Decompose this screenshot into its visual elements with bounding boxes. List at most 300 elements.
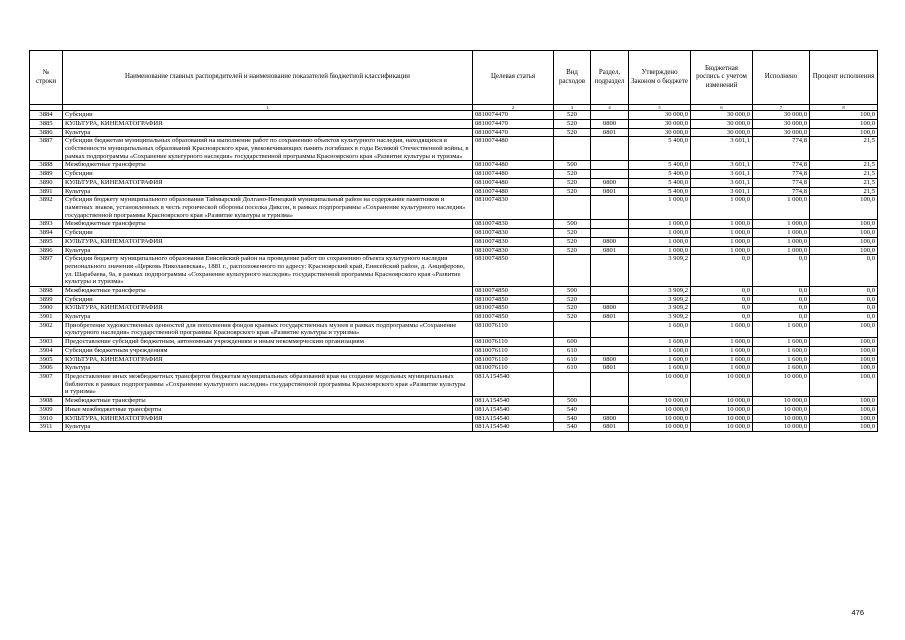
row-percent: 21,5 <box>810 169 878 178</box>
header-approved: Утверждено Законом о бюджете <box>629 51 691 105</box>
row-target-code: 081A154540 <box>473 405 554 414</box>
row-name: Культура <box>63 187 473 196</box>
row-target-code: 0810074480 <box>473 169 554 178</box>
row-budget-list: 1 600,0 <box>691 346 753 355</box>
row-executed: 30 000,0 <box>753 111 810 120</box>
row-target-code: 0810074850 <box>473 313 554 322</box>
row-number: 3884 <box>30 111 63 120</box>
row-target-code: 0810076110 <box>473 346 554 355</box>
row-target-code: 0810074470 <box>473 111 554 120</box>
row-section <box>591 286 629 295</box>
row-approved: 1 000,0 <box>629 246 691 255</box>
row-approved: 3 909,2 <box>629 304 691 313</box>
row-name: Субсидии <box>63 169 473 178</box>
row-percent: 100,0 <box>810 119 878 128</box>
row-section: 0800 <box>591 237 629 246</box>
table-row <box>30 286 878 295</box>
row-executed: 774,8 <box>753 178 810 187</box>
row-expense-type: 610 <box>554 355 591 364</box>
row-approved: 3 909,2 <box>629 255 691 286</box>
row-section <box>591 220 629 229</box>
row-target-code: 0810074470 <box>473 128 554 137</box>
table-row <box>30 405 878 414</box>
row-number: 3903 <box>30 338 63 347</box>
table-row <box>30 161 878 170</box>
budget-table <box>29 50 878 432</box>
row-percent: 0,0 <box>810 286 878 295</box>
row-section <box>591 295 629 304</box>
row-target-code: 0810074480 <box>473 187 554 196</box>
row-target-code: 0810074850 <box>473 295 554 304</box>
row-expense-type: 520 <box>554 111 591 120</box>
row-percent: 100,0 <box>810 373 878 397</box>
row-executed: 30 000,0 <box>753 128 810 137</box>
row-name: Субсидия бюджету муниципального образования Енисейский район на проведение работ по сохранению объекта культурного наследия регионального значения «Церковь Николаевская», 1881 г., расположенного по адресу: Красноярский край, Енисейский район, д. Анциферово, ул. Шарабаева, 9а, в рамках подпрограммы «Сохранение культурного наследия» государственной программы Красноярского края «Развитие культуры и туризма» <box>63 255 473 286</box>
row-section <box>591 196 629 220</box>
header-rospis: Бюджетная роспись с учетом изменений <box>691 51 753 105</box>
row-budget-list: 1 600,0 <box>691 321 753 337</box>
row-approved: 30 000,0 <box>629 119 691 128</box>
row-budget-list: 1 000,0 <box>691 196 753 220</box>
row-approved: 3 909,2 <box>629 313 691 322</box>
row-budget-list: 1 600,0 <box>691 364 753 373</box>
row-section: 0801 <box>591 313 629 322</box>
row-section: 0800 <box>591 119 629 128</box>
row-name: Предоставление иных межбюджетных трансфертов бюджетам муниципальных образований края на создание модельных муниципальных библиотек в рамках подпрограммы «Сохранение культурного наследия» государственной программы Красноярского края «Развитие культуры и туризма» <box>63 373 473 397</box>
table-row <box>30 111 878 120</box>
table-row <box>30 178 878 187</box>
row-expense-type: 520 <box>554 246 591 255</box>
row-name: Приобретение художественных ценностей для пополнения фондов краевых государственных музеев в рамках подпрограммы «Сохранение культурного наследия» государственной программы Красноярского края «Развитие культуры и туризма» <box>63 321 473 337</box>
table-row <box>30 128 878 137</box>
row-executed: 1 000,0 <box>753 196 810 220</box>
colnum-8: 8 <box>810 105 878 111</box>
row-expense-type: 500 <box>554 286 591 295</box>
row-approved: 1 600,0 <box>629 321 691 337</box>
row-target-code: 0810076110 <box>473 338 554 347</box>
row-expense-type: 600 <box>554 338 591 347</box>
row-budget-list: 1 000,0 <box>691 220 753 229</box>
row-number: 3902 <box>30 321 63 337</box>
row-number: 3886 <box>30 128 63 137</box>
row-name: Культура <box>63 246 473 255</box>
row-executed: 1 600,0 <box>753 338 810 347</box>
row-expense-type: 500 <box>554 397 591 406</box>
row-executed: 774,8 <box>753 187 810 196</box>
row-section <box>591 373 629 397</box>
row-executed: 1 000,0 <box>753 220 810 229</box>
row-percent: 100,0 <box>810 321 878 337</box>
row-number: 3900 <box>30 304 63 313</box>
row-percent: 0,0 <box>810 295 878 304</box>
row-name: КУЛЬТУРА, КИНЕМАТОГРАФИЯ <box>63 414 473 423</box>
header-vid: Вид расходов <box>554 51 591 105</box>
row-name: Межбюджетные трансферты <box>63 286 473 295</box>
row-number: 3899 <box>30 295 63 304</box>
row-expense-type: 500 <box>554 220 591 229</box>
row-budget-list: 0,0 <box>691 313 753 322</box>
row-percent: 100,0 <box>810 346 878 355</box>
row-expense-type <box>554 255 591 286</box>
row-executed: 10 000,0 <box>753 414 810 423</box>
row-expense-type: 520 <box>554 187 591 196</box>
row-section <box>591 137 629 161</box>
colnum-6: 6 <box>691 105 753 111</box>
table-row <box>30 220 878 229</box>
row-expense-type: 540 <box>554 414 591 423</box>
row-section: 0801 <box>591 423 629 432</box>
row-section: 0801 <box>591 246 629 255</box>
row-target-code: 0810074470 <box>473 119 554 128</box>
table-row <box>30 321 878 337</box>
row-section <box>591 397 629 406</box>
table-row <box>30 313 878 322</box>
row-expense-type <box>554 373 591 397</box>
row-budget-list: 3 601,1 <box>691 137 753 161</box>
row-budget-list: 10 000,0 <box>691 423 753 432</box>
table-row <box>30 187 878 196</box>
row-percent: 100,0 <box>810 414 878 423</box>
row-approved: 1 600,0 <box>629 338 691 347</box>
row-name: Субсидии <box>63 228 473 237</box>
row-number: 3897 <box>30 255 63 286</box>
row-number: 3909 <box>30 405 63 414</box>
row-expense-type: 520 <box>554 128 591 137</box>
row-expense-type: 520 <box>554 169 591 178</box>
row-approved: 1 000,0 <box>629 237 691 246</box>
row-budget-list: 1 000,0 <box>691 246 753 255</box>
row-name: Субсидии бюджетам муниципальных образований на выполнение работ по сохранению объектов культурного наследия, находящихся в собственности муниципальных образований Красноярского края, увековечивающих память погибших в годы Великой Отечественной войны, в рамках подпрограммы «Сохранение культурного наследия» государственной программы Красноярского края «Развитие культуры и туризма» <box>63 137 473 161</box>
row-section <box>591 255 629 286</box>
row-percent: 100,0 <box>810 423 878 432</box>
colnum-2: 2 <box>473 105 554 111</box>
row-section <box>591 405 629 414</box>
row-percent: 100,0 <box>810 111 878 120</box>
row-expense-type: 520 <box>554 313 591 322</box>
row-approved: 3 909,2 <box>629 295 691 304</box>
row-percent: 100,0 <box>810 196 878 220</box>
row-section <box>591 111 629 120</box>
row-expense-type <box>554 321 591 337</box>
row-executed: 1 000,0 <box>753 237 810 246</box>
row-target-code: 0810076110 <box>473 321 554 337</box>
row-section <box>591 228 629 237</box>
row-expense-type: 520 <box>554 178 591 187</box>
colnum-5: 5 <box>629 105 691 111</box>
row-section <box>591 169 629 178</box>
row-number: 3893 <box>30 220 63 229</box>
row-executed: 0,0 <box>753 304 810 313</box>
row-executed: 0,0 <box>753 286 810 295</box>
row-target-code: 0810076110 <box>473 364 554 373</box>
row-number: 3888 <box>30 161 63 170</box>
row-number: 3896 <box>30 246 63 255</box>
header-name: Наименование главных распорядителей и наименование показателей бюджетной классификации <box>63 51 473 105</box>
row-number: 3898 <box>30 286 63 295</box>
row-approved: 1 000,0 <box>629 196 691 220</box>
row-executed: 1 000,0 <box>753 246 810 255</box>
table-row <box>30 255 878 286</box>
row-approved: 5 400,0 <box>629 178 691 187</box>
header-razdel: Раздел, подраздел <box>591 51 629 105</box>
row-number: 3885 <box>30 119 63 128</box>
row-approved: 5 400,0 <box>629 161 691 170</box>
row-percent: 100,0 <box>810 364 878 373</box>
row-number: 3890 <box>30 178 63 187</box>
row-executed: 0,0 <box>753 295 810 304</box>
table-row <box>30 137 878 161</box>
table-row <box>30 196 878 220</box>
row-number: 3889 <box>30 169 63 178</box>
row-approved: 30 000,0 <box>629 111 691 120</box>
row-name: Предоставление субсидий бюджетным, автономным учреждениям и иным некоммерческим организациям <box>63 338 473 347</box>
row-percent: 21,5 <box>810 161 878 170</box>
row-target-code: 0810074850 <box>473 255 554 286</box>
row-number: 3891 <box>30 187 63 196</box>
row-target-code: 0810074480 <box>473 161 554 170</box>
row-target-code: 0810074830 <box>473 228 554 237</box>
header-done: Исполнено <box>753 51 810 105</box>
row-approved: 30 000,0 <box>629 128 691 137</box>
row-percent: 21,5 <box>810 178 878 187</box>
row-section: 0801 <box>591 187 629 196</box>
row-approved: 10 000,0 <box>629 405 691 414</box>
row-expense-type: 540 <box>554 405 591 414</box>
row-executed: 10 000,0 <box>753 405 810 414</box>
row-budget-list: 3 601,1 <box>691 161 753 170</box>
row-budget-list: 30 000,0 <box>691 111 753 120</box>
row-budget-list: 1 600,0 <box>691 338 753 347</box>
row-executed: 1 600,0 <box>753 364 810 373</box>
row-executed: 30 000,0 <box>753 119 810 128</box>
row-number: 3906 <box>30 364 63 373</box>
row-section: 0800 <box>591 304 629 313</box>
row-budget-list: 1 000,0 <box>691 237 753 246</box>
row-executed: 10 000,0 <box>753 373 810 397</box>
row-section <box>591 321 629 337</box>
row-name: КУЛЬТУРА, КИНЕМАТОГРАФИЯ <box>63 119 473 128</box>
row-name: Культура <box>63 423 473 432</box>
row-target-code: 0810074480 <box>473 178 554 187</box>
row-name: Иные межбюджетные трансферты <box>63 405 473 414</box>
row-approved: 1 000,0 <box>629 220 691 229</box>
row-percent: 100,0 <box>810 397 878 406</box>
row-number: 3908 <box>30 397 63 406</box>
row-approved: 1 000,0 <box>629 228 691 237</box>
row-name: КУЛЬТУРА, КИНЕМАТОГРАФИЯ <box>63 237 473 246</box>
row-section: 0800 <box>591 414 629 423</box>
row-budget-list: 10 000,0 <box>691 397 753 406</box>
row-target-code: 081A154540 <box>473 397 554 406</box>
table-row <box>30 169 878 178</box>
row-expense-type <box>554 137 591 161</box>
table-row <box>30 397 878 406</box>
table-row <box>30 119 878 128</box>
row-approved: 10 000,0 <box>629 423 691 432</box>
row-number: 3892 <box>30 196 63 220</box>
table-row <box>30 304 878 313</box>
header-code: Целевая статья <box>473 51 554 105</box>
row-number: 3894 <box>30 228 63 237</box>
row-number: 3907 <box>30 373 63 397</box>
table-row <box>30 355 878 364</box>
row-target-code: 0810074850 <box>473 286 554 295</box>
row-expense-type: 540 <box>554 423 591 432</box>
row-percent: 0,0 <box>810 313 878 322</box>
row-target-code: 0810076110 <box>473 355 554 364</box>
colnum-7: 7 <box>753 105 810 111</box>
row-expense-type: 500 <box>554 161 591 170</box>
row-percent: 100,0 <box>810 246 878 255</box>
row-number: 3901 <box>30 313 63 322</box>
row-approved: 5 400,0 <box>629 169 691 178</box>
row-section: 0801 <box>591 128 629 137</box>
row-expense-type: 520 <box>554 304 591 313</box>
row-expense-type <box>554 196 591 220</box>
table-row <box>30 373 878 397</box>
row-name: Культура <box>63 313 473 322</box>
row-percent: 0,0 <box>810 255 878 286</box>
budget-sheet <box>29 50 878 432</box>
table-header-row <box>30 51 878 105</box>
table-row <box>30 346 878 355</box>
row-section: 0801 <box>591 364 629 373</box>
row-section <box>591 346 629 355</box>
row-approved: 1 600,0 <box>629 364 691 373</box>
header-pct: Процент исполнения <box>810 51 878 105</box>
row-expense-type: 520 <box>554 295 591 304</box>
row-executed: 10 000,0 <box>753 397 810 406</box>
row-target-code: 0810074830 <box>473 246 554 255</box>
table-row <box>30 237 878 246</box>
row-budget-list: 1 000,0 <box>691 228 753 237</box>
row-expense-type: 520 <box>554 237 591 246</box>
row-approved: 10 000,0 <box>629 414 691 423</box>
row-percent: 21,5 <box>810 187 878 196</box>
row-budget-list: 0,0 <box>691 304 753 313</box>
row-budget-list: 10 000,0 <box>691 405 753 414</box>
table-body <box>30 111 878 432</box>
table-row <box>30 414 878 423</box>
colnum-3: 3 <box>554 105 591 111</box>
row-expense-type: 520 <box>554 228 591 237</box>
row-budget-list: 30 000,0 <box>691 119 753 128</box>
table-row <box>30 295 878 304</box>
row-executed: 774,8 <box>753 137 810 161</box>
row-expense-type: 610 <box>554 364 591 373</box>
row-target-code: 0810074850 <box>473 304 554 313</box>
table-row <box>30 246 878 255</box>
row-budget-list: 1 600,0 <box>691 355 753 364</box>
row-name: Межбюджетные трансферты <box>63 220 473 229</box>
row-approved: 5 400,0 <box>629 187 691 196</box>
row-name: Культура <box>63 128 473 137</box>
row-executed: 1 600,0 <box>753 321 810 337</box>
row-target-code: 081A154540 <box>473 423 554 432</box>
row-percent: 21,5 <box>810 137 878 161</box>
row-approved: 10 000,0 <box>629 397 691 406</box>
row-percent: 100,0 <box>810 128 878 137</box>
row-approved: 1 600,0 <box>629 346 691 355</box>
row-number: 3887 <box>30 137 63 161</box>
row-target-code: 081A154540 <box>473 414 554 423</box>
row-executed: 1 600,0 <box>753 346 810 355</box>
row-expense-type: 610 <box>554 346 591 355</box>
row-executed: 1 000,0 <box>753 228 810 237</box>
row-name: Межбюджетные трансферты <box>63 161 473 170</box>
row-budget-list: 0,0 <box>691 255 753 286</box>
row-executed: 1 600,0 <box>753 355 810 364</box>
row-executed: 0,0 <box>753 255 810 286</box>
row-number: 3895 <box>30 237 63 246</box>
row-percent: 100,0 <box>810 228 878 237</box>
row-executed: 774,8 <box>753 161 810 170</box>
row-executed: 774,8 <box>753 169 810 178</box>
row-approved: 3 909,2 <box>629 286 691 295</box>
row-budget-list: 0,0 <box>691 286 753 295</box>
row-expense-type: 520 <box>554 119 591 128</box>
row-section <box>591 161 629 170</box>
row-percent: 100,0 <box>810 237 878 246</box>
page-number: 476 <box>851 608 864 617</box>
row-name: Субсидия бюджету муниципального образования Таймырский Долгано-Ненецкий муниципальный район на содержание памятников и памятных знаков, установленных в честь героической обороны поселка Диксон, в рамках подпрограммы «Сохранение культурного наследия» государственной программы Красноярского края «Развитие культуры и туризма» <box>63 196 473 220</box>
row-target-code: 081A154540 <box>473 373 554 397</box>
row-name: Межбюджетные трансферты <box>63 397 473 406</box>
row-approved: 1 600,0 <box>629 355 691 364</box>
row-budget-list: 10 000,0 <box>691 373 753 397</box>
row-target-code: 0810074830 <box>473 220 554 229</box>
table-row <box>30 338 878 347</box>
row-name: Субсидии бюджетным учреждениям <box>63 346 473 355</box>
row-target-code: 0810074480 <box>473 137 554 161</box>
row-section <box>591 338 629 347</box>
row-name: Субсидии <box>63 111 473 120</box>
row-executed: 0,0 <box>753 313 810 322</box>
row-budget-list: 0,0 <box>691 295 753 304</box>
row-percent: 100,0 <box>810 338 878 347</box>
table-row <box>30 423 878 432</box>
row-name: Субсидии <box>63 295 473 304</box>
row-percent: 100,0 <box>810 220 878 229</box>
row-number: 3910 <box>30 414 63 423</box>
row-approved: 5 400,0 <box>629 137 691 161</box>
colnum-1: 1 <box>63 105 473 111</box>
row-executed: 10 000,0 <box>753 423 810 432</box>
row-budget-list: 30 000,0 <box>691 128 753 137</box>
row-name: КУЛЬТУРА, КИНЕМАТОГРАФИЯ <box>63 304 473 313</box>
row-name: Культура <box>63 364 473 373</box>
row-budget-list: 3 601,1 <box>691 187 753 196</box>
row-budget-list: 3 601,1 <box>691 178 753 187</box>
row-approved: 10 000,0 <box>629 373 691 397</box>
row-number: 3905 <box>30 355 63 364</box>
header-num: № строки <box>30 51 63 105</box>
row-budget-list: 10 000,0 <box>691 414 753 423</box>
row-target-code: 0810074830 <box>473 237 554 246</box>
row-percent: 100,0 <box>810 405 878 414</box>
row-number: 3911 <box>30 423 63 432</box>
row-name: КУЛЬТУРА, КИНЕМАТОГРАФИЯ <box>63 178 473 187</box>
row-number: 3904 <box>30 346 63 355</box>
row-target-code: 0810074830 <box>473 196 554 220</box>
row-percent: 0,0 <box>810 304 878 313</box>
row-section: 0800 <box>591 355 629 364</box>
row-name: КУЛЬТУРА, КИНЕМАТОГРАФИЯ <box>63 355 473 364</box>
row-budget-list: 3 601,1 <box>691 169 753 178</box>
table-row <box>30 364 878 373</box>
row-section: 0800 <box>591 178 629 187</box>
colnum-4: 4 <box>591 105 629 111</box>
